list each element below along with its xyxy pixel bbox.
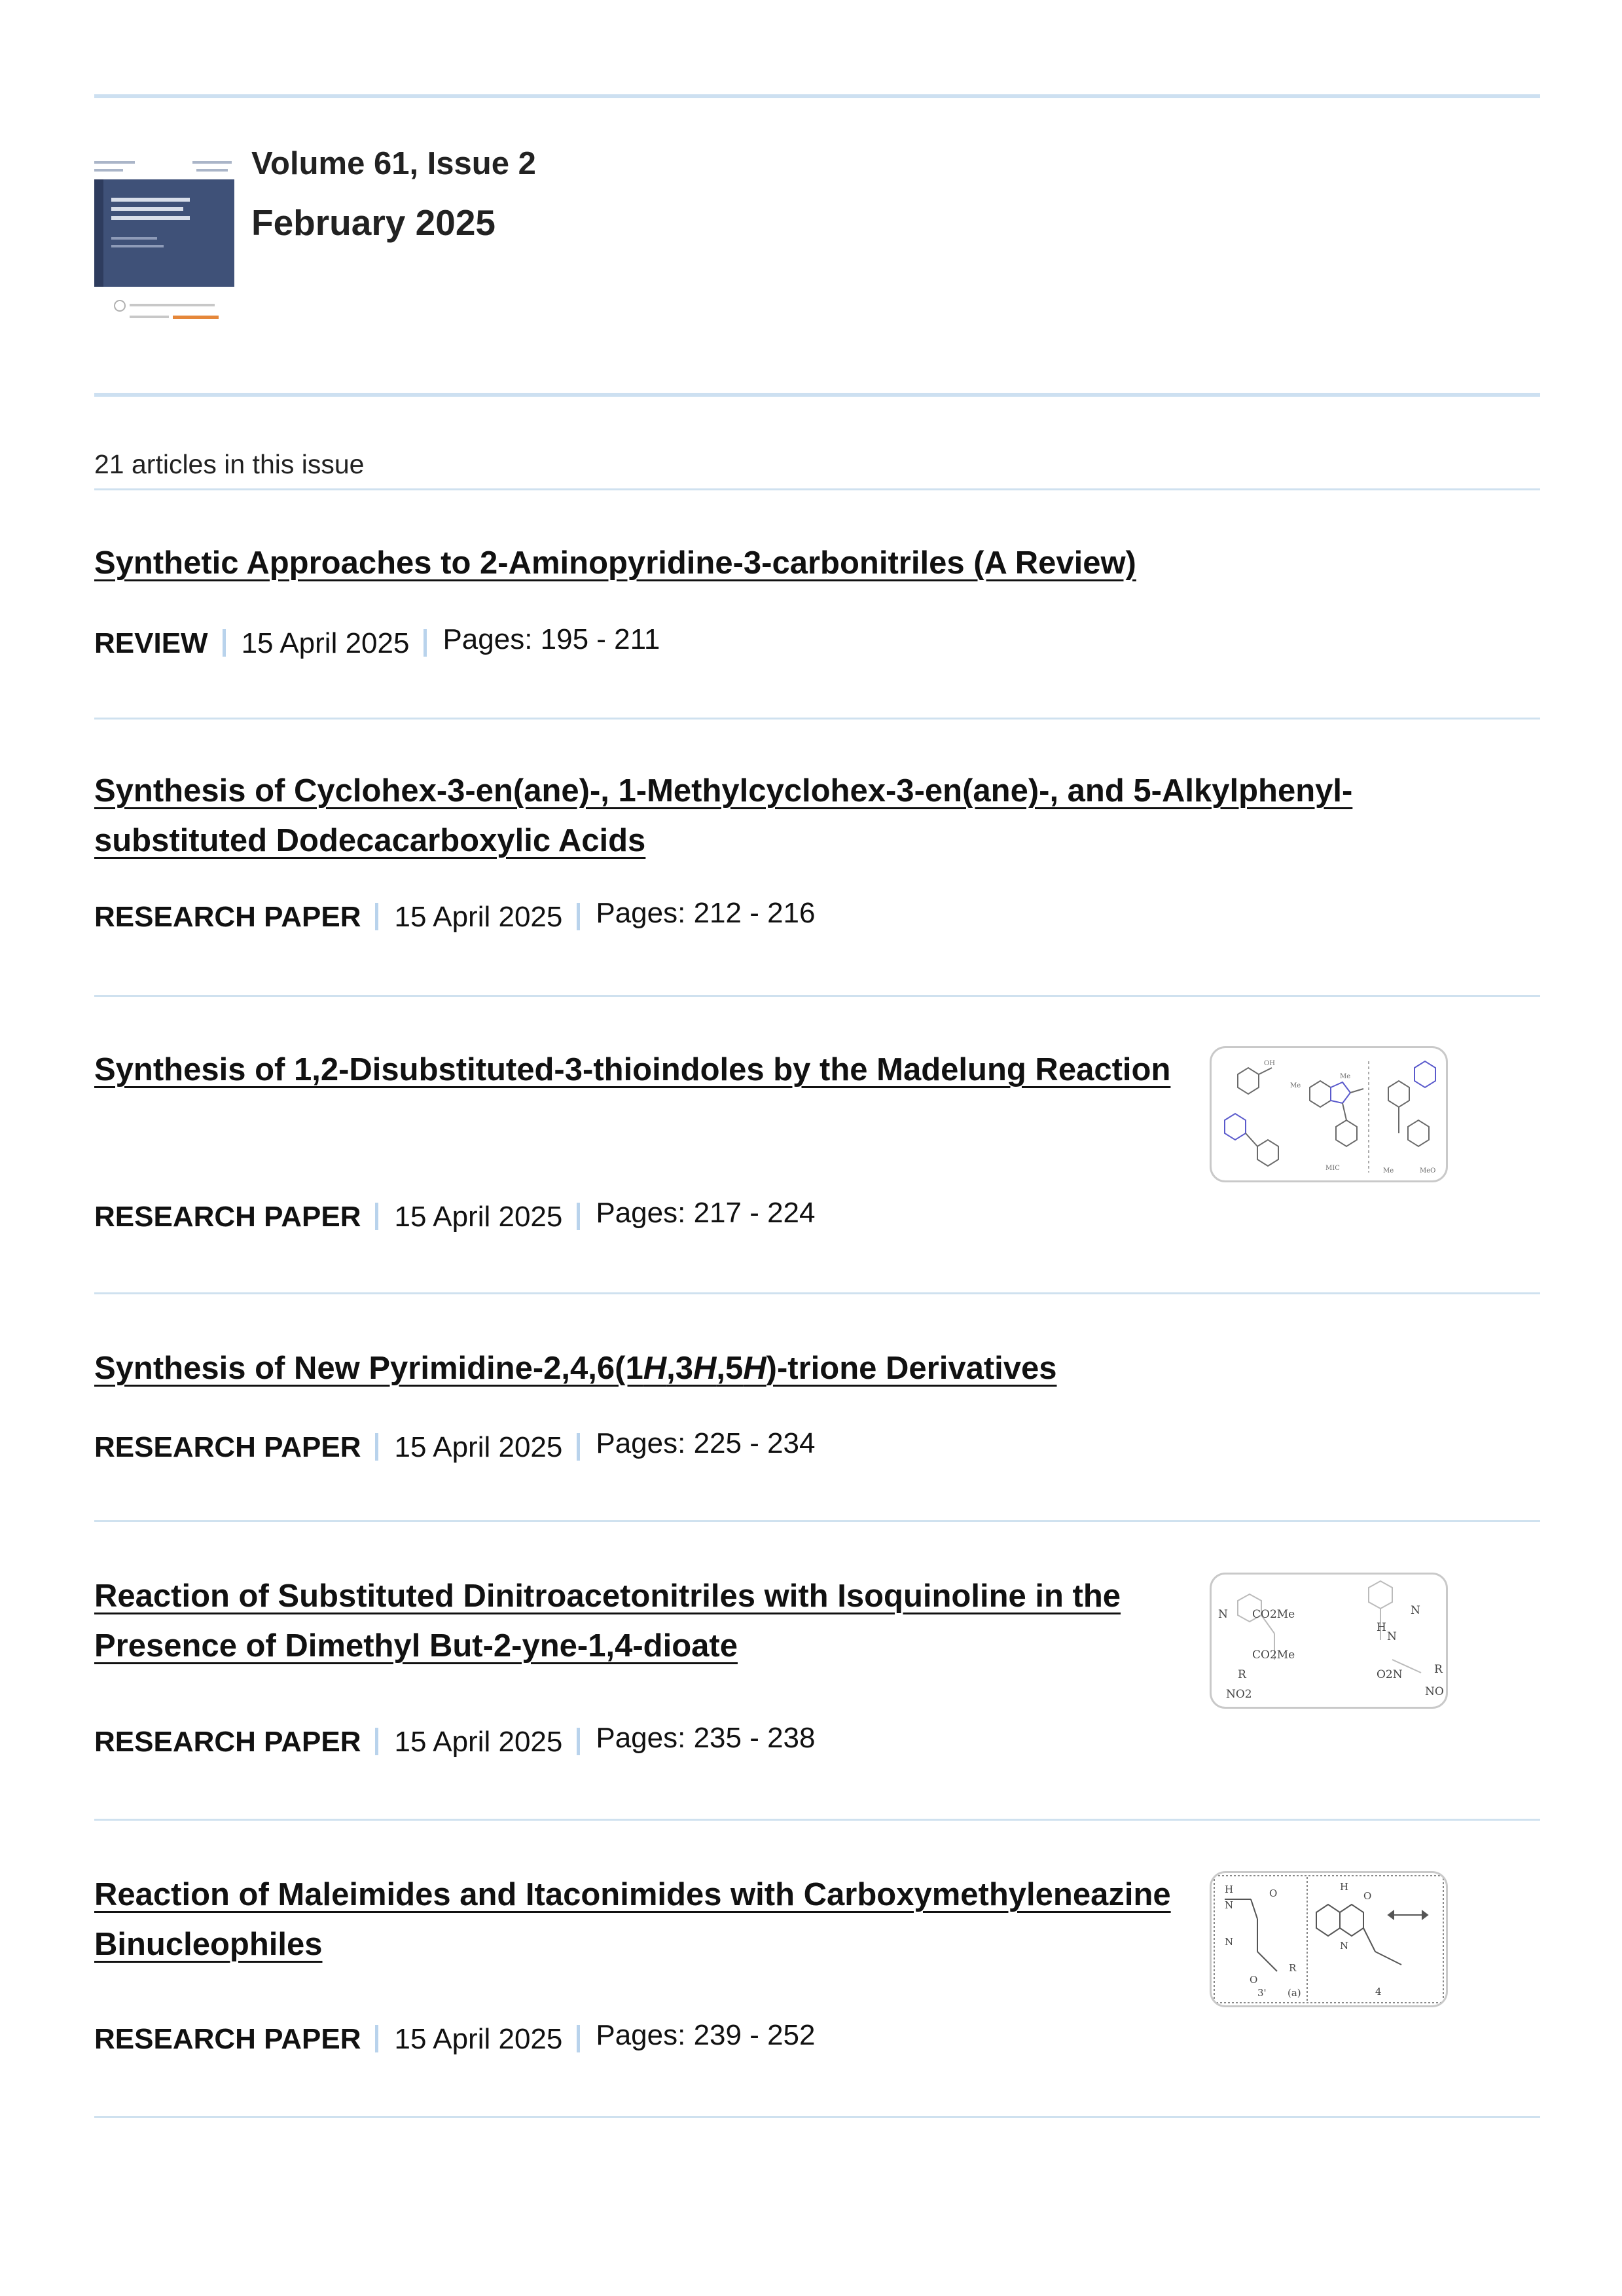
indole-scheme-icon — [1212, 1048, 1446, 1180]
meta-separator — [577, 903, 580, 930]
thumb-label: O2N — [1377, 1668, 1403, 1681]
meta-separator — [424, 629, 427, 657]
article-type: RESEARCH PAPER — [94, 1431, 361, 1463]
article-pages: Pages: 195 - 211 — [442, 623, 660, 655]
thumb-label: O — [1269, 1887, 1278, 1899]
article-title[interactable] — [94, 766, 1403, 866]
svg-text:MIC: MIC — [1325, 1165, 1340, 1172]
article-pages: Pages: 225 - 234 — [596, 1427, 816, 1459]
article-pages: Pages: 235 - 238 — [596, 1722, 816, 1754]
svg-text:Me: Me — [1290, 1082, 1301, 1089]
meta-separator — [577, 1203, 580, 1230]
top-divider — [94, 94, 1540, 98]
article-meta — [94, 2019, 816, 2056]
chemical-structure-thumbnail[interactable] — [1210, 1573, 1448, 1709]
thumb-label: N — [1225, 1936, 1234, 1948]
article-title-link[interactable]: Synthetic Approaches to 2-Aminopyridine-3-carbonitriles (A Review) — [94, 545, 1136, 581]
publisher-logo — [114, 300, 225, 326]
article-type: RESEARCH PAPER — [94, 1201, 361, 1233]
thumb-label: H — [1225, 1884, 1234, 1895]
thumb-label: NO2 — [1226, 1688, 1252, 1701]
thumb-label: N — [1218, 1608, 1228, 1621]
article-count: 21 articles in this issue — [94, 449, 365, 479]
article-type: REVIEW — [94, 627, 208, 659]
article-pages: Pages: 217 - 224 — [596, 1197, 816, 1229]
article-divider — [94, 718, 1540, 720]
thumb-label: (a) — [1288, 1987, 1301, 1999]
cover-top-meta — [94, 155, 234, 178]
article-date: 15 April 2025 — [394, 1201, 563, 1233]
issue-date: February 2025 — [251, 202, 496, 243]
chemical-structure-thumbnail[interactable] — [1210, 1871, 1448, 2007]
article-title[interactable] — [94, 1343, 1240, 1393]
thumb-label: N — [1340, 1940, 1349, 1952]
article-type: RESEARCH PAPER — [94, 901, 361, 933]
meta-separator — [577, 2025, 580, 2052]
meta-separator — [375, 1433, 378, 1461]
svg-text:Me: Me — [1383, 1167, 1394, 1175]
thumb-label: NO — [1425, 1685, 1444, 1698]
article-meta — [94, 623, 660, 660]
article-date: 15 April 2025 — [241, 627, 410, 659]
article-date: 15 April 2025 — [394, 901, 563, 933]
article-divider — [94, 2116, 1540, 2118]
thumb-label: H — [1340, 1881, 1349, 1893]
svg-text:OH: OH — [1264, 1060, 1275, 1067]
meta-separator — [375, 2025, 378, 2052]
article-divider — [94, 1292, 1540, 1294]
thumb-label: R — [1434, 1663, 1443, 1676]
article-title[interactable] — [94, 1870, 1240, 1969]
article-pages: Pages: 239 - 252 — [596, 2019, 816, 2051]
article-title-link[interactable]: Synthesis of 1,2-Disubstituted-3-thioindoles by the Madelung Reaction — [94, 1052, 1171, 1087]
article-title[interactable] — [94, 1045, 1240, 1095]
thumb-label: R — [1238, 1668, 1246, 1681]
article-date: 15 April 2025 — [394, 1431, 563, 1463]
article-title[interactable] — [94, 1571, 1240, 1671]
cover-book — [94, 179, 234, 287]
article-divider — [94, 995, 1540, 997]
meta-separator — [375, 1728, 378, 1755]
thumb-label: 4 — [1375, 1986, 1382, 1997]
article-title[interactable] — [94, 538, 1240, 588]
chemical-structure-thumbnail[interactable] — [1210, 1046, 1448, 1182]
article-title-link[interactable]: Reaction of Maleimides and Itaconimides with Carboxymethyleneazine Binucleophiles — [94, 1877, 1171, 1962]
thumb-label: O — [1363, 1890, 1372, 1902]
article-pages: Pages: 212 - 216 — [596, 897, 816, 929]
article-meta — [94, 1197, 816, 1233]
issue-volume: Volume 61, Issue 2 — [251, 146, 536, 181]
thumb-label: N — [1225, 1899, 1234, 1911]
title-part-italic: H — [743, 1351, 766, 1386]
dinitroacetonitrile-scheme-icon — [1212, 1575, 1446, 1707]
list-divider — [94, 488, 1540, 490]
svg-text:MeO: MeO — [1420, 1167, 1436, 1175]
meta-separator — [577, 1728, 580, 1755]
meta-separator — [375, 1203, 378, 1230]
maleimide-scheme-icon — [1212, 1873, 1446, 2005]
article-meta — [94, 1722, 816, 1758]
thumb-label: N — [1411, 1604, 1420, 1617]
thumb-label: H — [1377, 1621, 1386, 1634]
title-part: )-trione Derivatives — [766, 1351, 1057, 1386]
article-title-link[interactable]: Synthesis of Cyclohex-3-en(ane)-, 1-Methylcyclohex-3-en(ane)-, and 5-Alkylphenyl-substituted Dodecacarboxylic Acids — [94, 773, 1353, 858]
thumb-label: N — [1387, 1630, 1397, 1643]
svg-text:Me: Me — [1340, 1073, 1351, 1080]
title-part-italic: H — [693, 1351, 717, 1386]
meta-separator — [375, 903, 378, 930]
article-type: RESEARCH PAPER — [94, 1726, 361, 1758]
thumb-label: 3' — [1257, 1987, 1267, 1999]
article-title-link[interactable]: Reaction of Substituted Dinitroacetonitriles with Isoquinoline in the Presence of Dimethyl But-2-yne-1,4-dioate — [94, 1578, 1121, 1664]
article-divider — [94, 1520, 1540, 1522]
meta-separator — [223, 629, 226, 657]
meta-separator — [577, 1433, 580, 1461]
article-divider — [94, 1819, 1540, 1821]
article-title-link[interactable] — [94, 1351, 1057, 1386]
title-part-italic: H — [643, 1351, 667, 1386]
header-divider — [94, 393, 1540, 397]
thumb-label: CO2Me — [1252, 1649, 1295, 1662]
title-part: Synthesis of New Pyrimidine-2,4,6(1 — [94, 1351, 643, 1386]
thumb-label: R — [1289, 1962, 1297, 1974]
title-part: ,3 — [666, 1351, 693, 1386]
thumb-label: CO2Me — [1252, 1608, 1295, 1621]
article-date: 15 April 2025 — [394, 2023, 563, 2055]
article-date: 15 April 2025 — [394, 1726, 563, 1758]
article-meta — [94, 897, 816, 934]
thumb-label: O — [1250, 1974, 1258, 1986]
title-part: ,5 — [716, 1351, 744, 1386]
article-type: RESEARCH PAPER — [94, 2023, 361, 2055]
article-meta — [94, 1427, 816, 1464]
journal-cover-image[interactable] — [94, 155, 234, 335]
